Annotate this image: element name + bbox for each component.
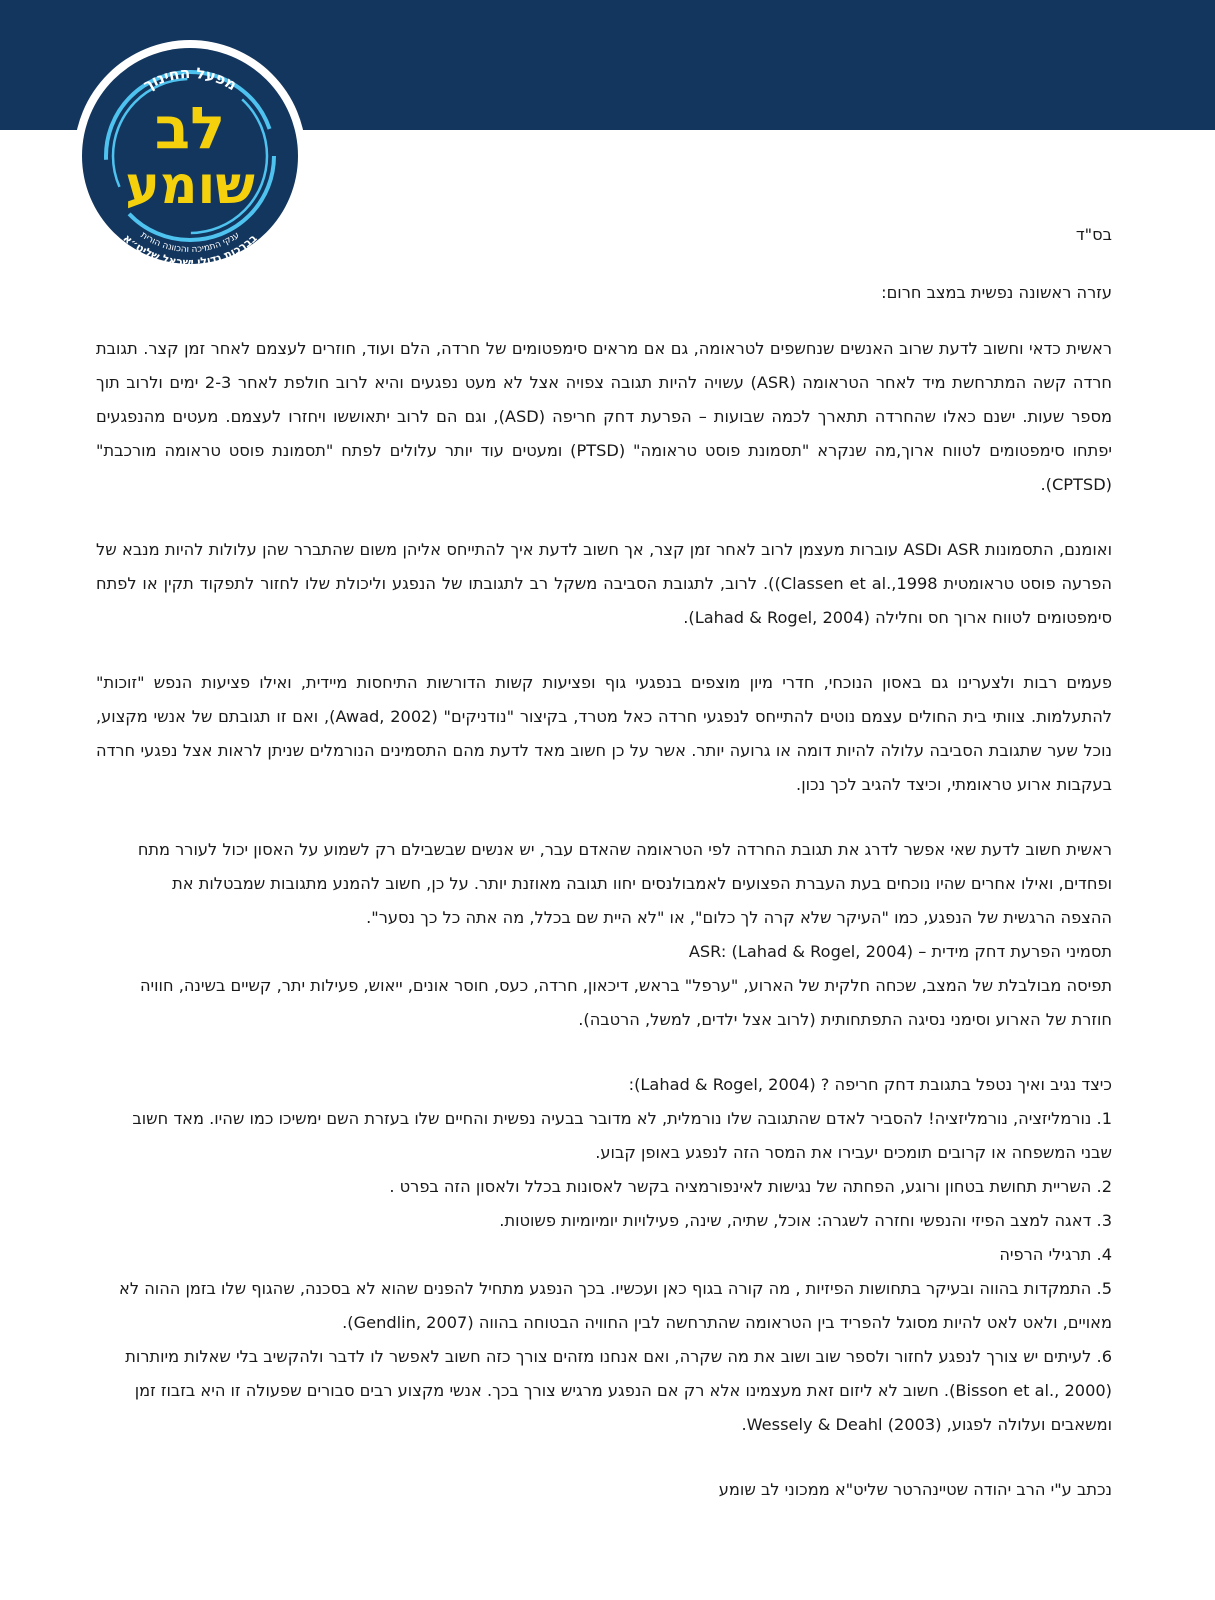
- logo-bottom-arc-text-1: ענקי התמיכה והכוונה הורית: [138, 230, 242, 256]
- list-item-line: 2. השריית תחושת בטחון ורוגע, הפחתה של נגישות לאינפורמציה בקשר לאסונות בכלל ולאסון הזה בפרט .: [389, 1177, 1112, 1196]
- list-item-line: 5. התמקדות בהווה ובעיקר בתחושות הפיזיות , מה קורה בגוף כאן ועכשיו. בכך הנפגע מתחיל להפנים שהוא לא בסכנה, שהגוף שלו בזמן ההוה לא: [119, 1279, 1112, 1298]
- document-body: [96, 218, 1112, 1507]
- logo-bottom-arc-text-2: בברכות גדולי ישראל שליט״א: [120, 231, 260, 270]
- symptoms-line: תפיסה מבולבלת של המצב, שכחה חלקית של הארוע, "ערפל" בראש, דיכאון, חרדה, כעס, חוסר אונים, ייאוש, פעילות יתר, קשיים בשינה, חוויה: [139, 976, 1112, 995]
- paragraph-intro: ראשית כדאי וחשוב לדעת שרוב האנשים שנחשפים לטראומה, גם אם מראים סימפטומים של חרדה, הלם ועוד, חוזרים לעצמם לאחר זמן קצר. תגובת חרדה קשה המתרחשת מיד לאחר הטראומה (ASR) עשויה להיות תגובה צפויה אצל לא מעט נפגעים והיא לרוב חולפת לאחר 2-3 ימים ולרוב תוך מספר שעות. ישנם כאלו שהחרדה תתארך לכמה שבועות – הפרעת דחק חריפה (ASD), וגם הם לרוב יתאוששו ויחזרו לעצמם. מעטים מהנפגעים יפתחו סימפטומים לטווח ארוך,מה שנקרא "תסמונת פוסט טראומה" (PTSD) ומעטים עוד יותר עלולים לפתח "תסמונת פוסט טראומה מורכבת" (CPTSD).: [96, 339, 1112, 494]
- list-item-line: 4. תרגילי הרפיה: [999, 1245, 1112, 1264]
- list-item-line: (Bisson et al., 2000). חשוב לא ליזום זאת מעצמינו אלא רק אם הנפגע מרגיש צורך בכך. אנשי מקצוע רבים סבורים שפעולה זו היא בזבוז זמן: [134, 1381, 1112, 1400]
- logo-word-shomea: שומע: [125, 156, 255, 216]
- paragraph-asr-asd: ואומנם, התסמונות ASR וASD עוברות מעצמן לרוב לאחר זמן קצר, אך חשוב לדעת איך להתייחס אליהן משום שהתברר שהן עלולות להיות מנבא של הפרעה פוסט טראומטית Classen et al.,1998)). לרוב, לתגובת הסביבה משקל רב לתגובתו של הנפגע וליכולת שלו לחזור לתפקוד תקין או לפתח סימפטומים לטווח ארוך חס וחלילה (Lahad & Rogel, 2004).: [96, 540, 1113, 627]
- bsd-header: בס"ד: [1075, 225, 1112, 244]
- list-item-line: מאויים, ולאט לאט להיות מסוגל להפריד בין הטראומה שהתרחשה לבין החוויה הבטוחה בהווה (Gendlin, 2007).: [342, 1313, 1112, 1332]
- list-item-line: ומשאבים ועלולה לפגוע, (Wessely & Deahl (2003.: [741, 1415, 1112, 1434]
- paragraph-hospital: פעמים רבות ולצערינו גם באסון הנוכחי, חדרי מיון מוצפים בנפגעי גוף ופציעות קשות הדורשות התיחסות מיידית, ואילו פציעות הנפש "זוכות" להתעלמות. צוותי בית החולים עצמם נוטים להתייחס לנפגעי חרדה כאל מטרד, בקיצור "נודניקים" (Awad, 2002), ואם זו תגובתם של אנשי מקצוע, נוכל שער שתגובת הסביבה עלולה להיות דומה או גרועה יותר. אשר על כן חשוב מאד לדעת מהם התסמינים הנורמלים שניתן לראות אצל נפגעי חרדה בעקבות ארוע טראומתי, וכיצד להגיב לכך נכון.: [96, 673, 1112, 794]
- list-item-line: 6. לעיתים יש צורך לנפגע לחזור ולספר שוב ושוב את מה שקרה, ואם אנחנו מזהים צורך כזה חשוב לאפשר לו לדבר ולהקשיב בלי שאלות מיותרות: [125, 1347, 1112, 1366]
- list-item-line: 1. נורמליזציה, נורמליזציה! להסביר לאדם שהתגובה שלו נורמלית, לא מדובר בבעיה נפשית והחיים שלו בעזרת השם ימשיכו כמו שהיו. מאד חשוב: [132, 1109, 1112, 1128]
- symptoms-line: חוזרת של הארוע וסימני נסיגה התפתחותית (לרוב אצל ילדים, למשל, הרטבה).: [578, 1010, 1112, 1029]
- symptoms-line: ופחדים, ואילו אחרים שהיו נוכחים בעת העברת הפצועים לאמבולנסים יחוו תגובה מאוזנת יותר. על כן, חשוב להמנע מתגובות שמבטלות את: [172, 874, 1112, 893]
- symptoms-line: ראשית חשוב לדעת שאי אפשר לדרג את תגובת החרדה לפי הטראומה שהאדם עבר, יש אנשים שבשבילם רק לשמוע על האסון יכול לעורר מתח: [137, 840, 1112, 859]
- logo-word-lev: לב: [154, 94, 226, 162]
- response-heading: כיצד נגיב ואיך נטפל בתגובת דחק חריפה ? (Lahad & Rogel, 2004):: [628, 1075, 1112, 1094]
- symptoms-line: ההצפה הרגשית של הנפגע, כמו "העיקר שלא קרה לך כלום", או "לא היית שם בכלל, מה אתה כל כך נסער".: [366, 908, 1112, 927]
- symptoms-subheading: תסמיני הפרעת דחק מידית – ASR: (Lahad & Rogel, 2004): [688, 942, 1112, 961]
- document-heading: עזרה ראשונה נפשית במצב חרום:: [881, 283, 1112, 302]
- list-item-line: שבני המשפחה או קרובים תומכים יעבירו את המסר הזה לנפגע באופן קבוע.: [595, 1143, 1112, 1162]
- signature: נכתב ע"י הרב יהודה שטיינהרטר שליט"א ממכוני לב שומע: [718, 1480, 1112, 1499]
- list-item-line: 3. דאגה למצב הפיזי והנפשי וחזרה לשגרה: אוכל, שתיה, שינה, פעילויות יומיומיות פשוטות.: [499, 1211, 1112, 1230]
- logo-top-arc-text: מפעל החינוך: [140, 63, 240, 95]
